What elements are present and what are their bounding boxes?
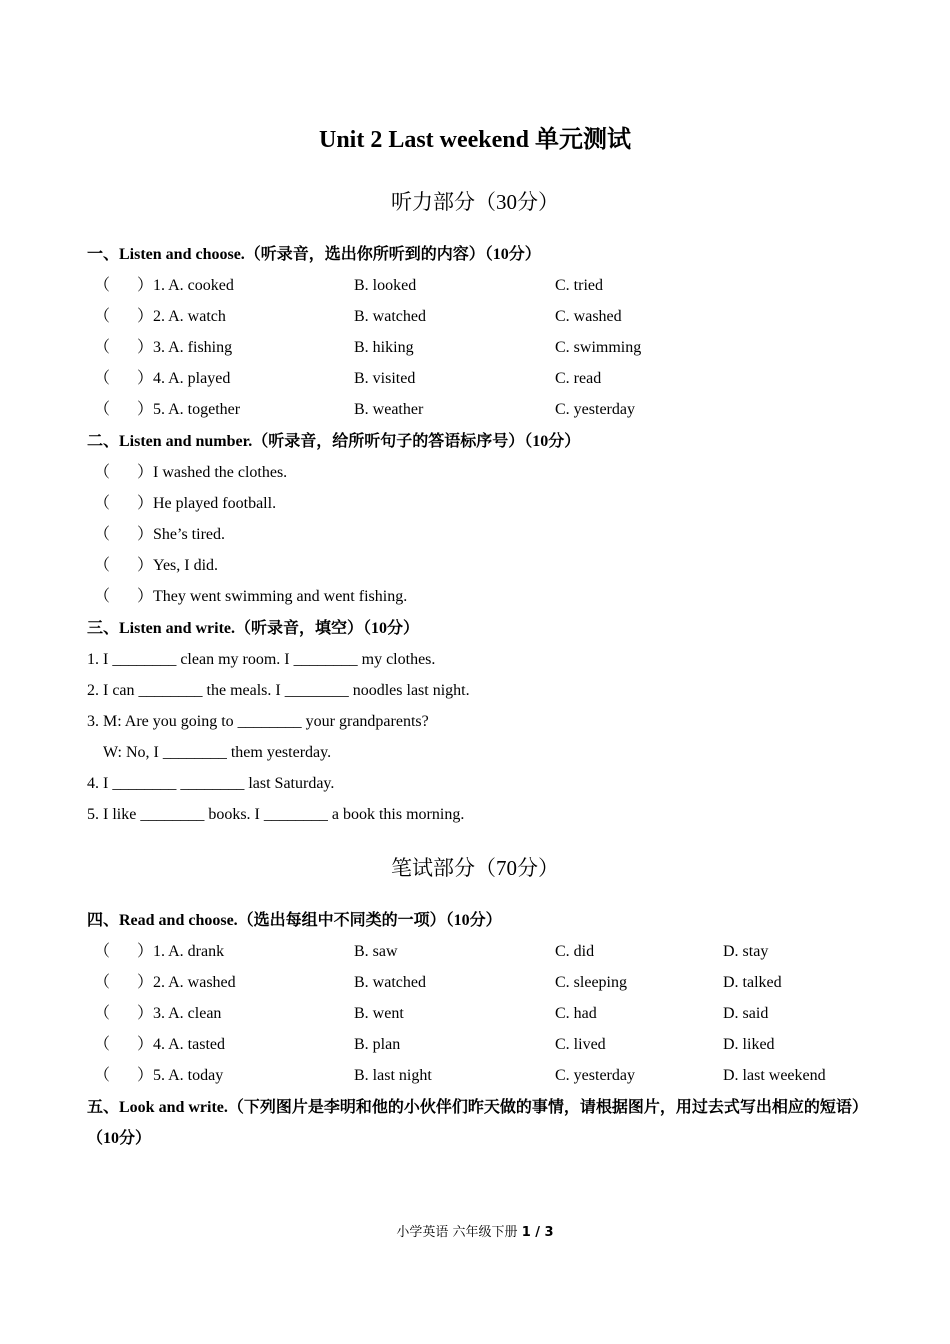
fill-line-1: 1. I ________ clean my room. I ________ my clothes.	[87, 651, 436, 668]
option-a: ）3. A. fishing	[137, 339, 233, 356]
response-text: ）They went swimming and went fishing.	[137, 588, 408, 605]
option-c: C. tried	[555, 277, 603, 294]
option-b: B. weather	[354, 401, 424, 418]
section-1-heading: 一、Listen and choose.（听录音，选出你所听到的内容）（10分）	[87, 246, 541, 263]
option-a: ）4. A. played	[137, 370, 231, 387]
option-c: C. did	[555, 943, 595, 960]
answer-bracket: （	[94, 588, 111, 605]
option-d: D. talked	[723, 974, 782, 991]
option-c: C. sleeping	[555, 974, 627, 991]
option-c: C. lived	[555, 1036, 606, 1053]
option-d: D. stay	[723, 943, 769, 960]
option-a: ）2. A. watch	[137, 308, 226, 325]
option-d: D. liked	[723, 1036, 775, 1053]
fill-line-5: 5. I like ________ books. I ________ a book this morning.	[87, 806, 465, 823]
answer-bracket: （	[94, 1036, 111, 1053]
option-b: B. looked	[354, 277, 417, 294]
option-b: B. watched	[354, 974, 426, 991]
answer-bracket: （	[94, 974, 111, 991]
option-d: D. said	[723, 1005, 769, 1022]
option-a: ）2. A. washed	[137, 974, 236, 991]
response-text: ）I washed the clothes.	[137, 464, 288, 481]
option-c: C. read	[555, 370, 602, 387]
option-a: ）4. A. tasted	[137, 1036, 225, 1053]
page-title: Unit 2 Last weekend 单元测试	[318, 127, 631, 153]
written-part-heading: 笔试部分（70分）	[391, 856, 559, 880]
response-text: ）He played football.	[137, 495, 277, 512]
option-a: ）1. A. cooked	[137, 277, 234, 294]
answer-bracket: （	[94, 277, 111, 294]
option-b: B. saw	[354, 943, 398, 960]
option-a: ）1. A. drank	[137, 943, 225, 960]
footer-label: 小学英语 六年级下册	[396, 1225, 518, 1240]
answer-bracket: （	[94, 464, 111, 481]
option-c: C. yesterday	[555, 1067, 635, 1084]
section-4-heading: 四、Read and choose.（选出每组中不同类的一项）（10分）	[87, 912, 502, 929]
answer-bracket: （	[94, 308, 111, 325]
response-text: ）Yes, I did.	[137, 557, 219, 574]
section-2-heading: 二、Listen and number.（听录音，给所听句子的答语标序号）（10分）	[87, 433, 581, 450]
option-b: B. visited	[354, 370, 416, 387]
fill-line-3: 3. M: Are you going to ________ your grandparents?	[87, 713, 429, 730]
page-footer	[0, 1224, 950, 1242]
answer-bracket: （	[94, 495, 111, 512]
section-5-heading: 五、Look and write.（下列图片是李明和他的小伙伴们昨天做的事情，请根据图片，用过去式写出相应的短语）（10分）	[87, 1099, 868, 1147]
answer-bracket: （	[94, 1005, 111, 1022]
section-3-heading: 三、Listen and write.（听录音，填空）（10分）	[87, 620, 420, 637]
option-b: B. watched	[354, 308, 426, 325]
option-c: C. had	[555, 1005, 597, 1022]
option-a: ）3. A. clean	[137, 1005, 222, 1022]
answer-bracket: （	[94, 1067, 111, 1084]
option-b: B. hiking	[354, 339, 414, 356]
option-d: D. last weekend	[723, 1067, 826, 1084]
option-b: B. went	[354, 1005, 404, 1022]
answer-bracket: （	[94, 339, 111, 356]
response-text: ）She’s tired.	[137, 526, 225, 543]
option-a: ）5. A. today	[137, 1067, 224, 1084]
answer-bracket: （	[94, 943, 111, 960]
option-c: C. washed	[555, 308, 622, 325]
answer-bracket: （	[94, 557, 111, 574]
answer-bracket: （	[94, 526, 111, 543]
listening-part-heading: 听力部分（30分）	[391, 190, 559, 214]
option-a: ）5. A. together	[137, 401, 241, 418]
option-b: B. plan	[354, 1036, 401, 1053]
option-c: C. swimming	[555, 339, 642, 356]
fill-line-2: 2. I can ________ the meals. I ________ noodles last night.	[87, 682, 470, 699]
option-c: C. yesterday	[555, 401, 635, 418]
page-number: 1 / 3	[521, 1225, 554, 1240]
fill-line-3b: W: No, I ________ them yesterday.	[103, 744, 332, 761]
fill-line-4: 4. I ________ ________ last Saturday.	[87, 775, 335, 792]
answer-bracket: （	[94, 370, 111, 387]
option-b: B. last night	[354, 1067, 432, 1084]
answer-bracket: （	[94, 401, 111, 418]
